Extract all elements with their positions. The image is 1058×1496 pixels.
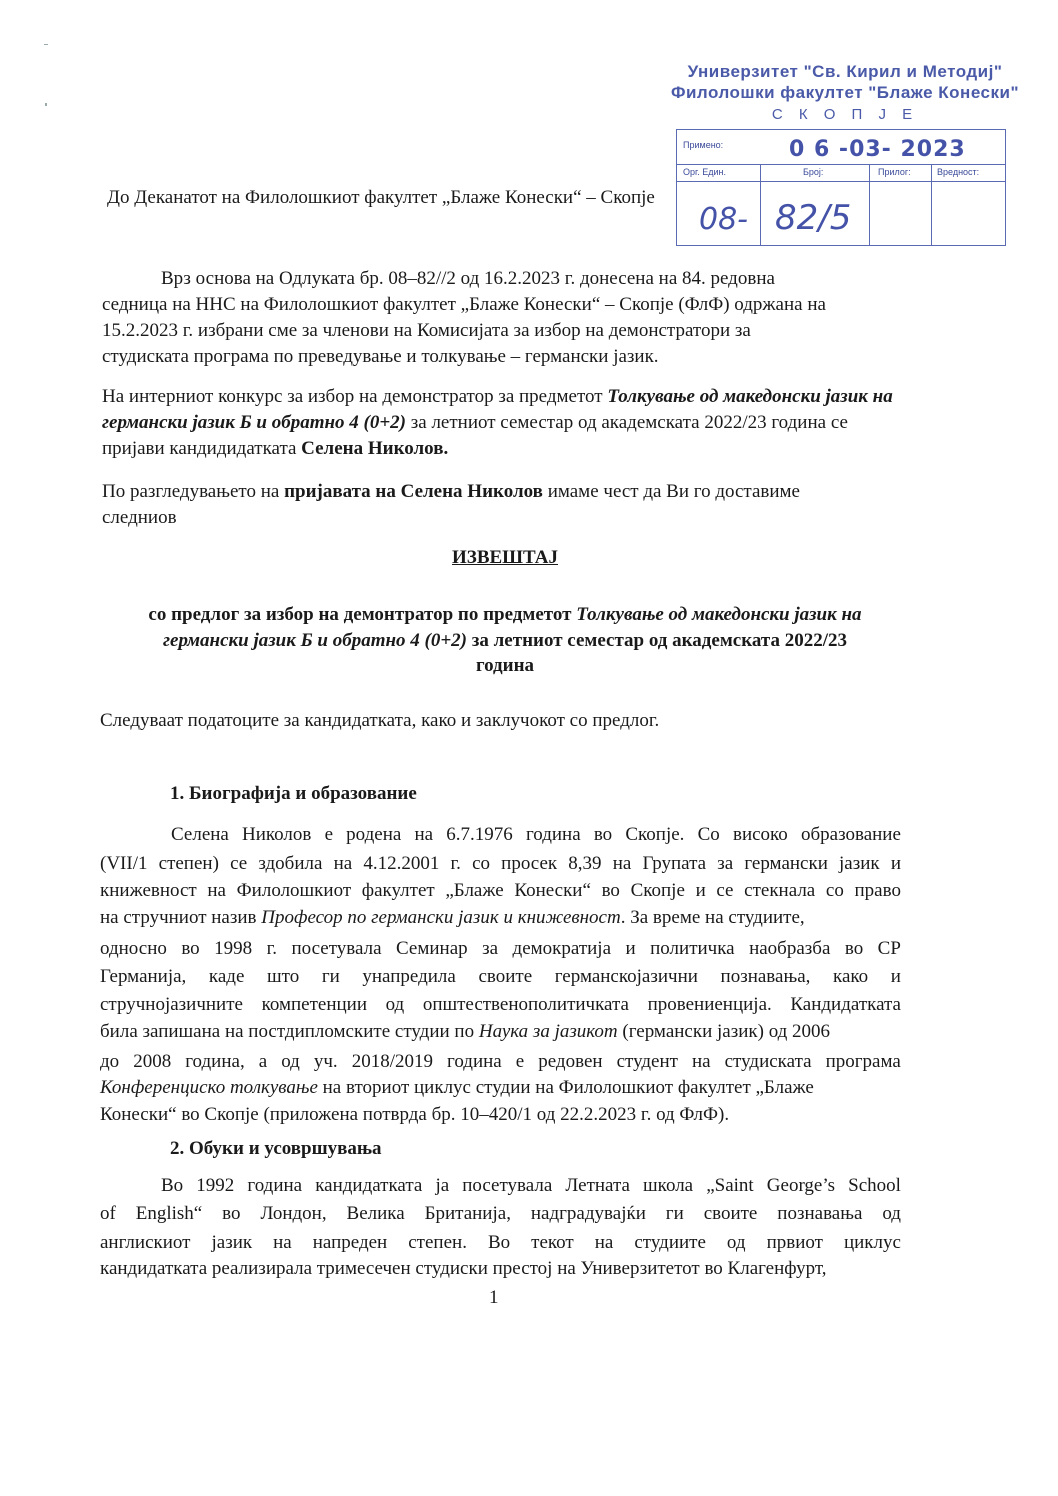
bio-line: на стручниот назив Професор по германски јазик и книжевност. За време на студиите, — [100, 907, 805, 928]
stamp-line-university: Универзитет "Св. Кирил и Методиј" — [687, 62, 1003, 81]
bio-line: Конференциско толкување на вториот циклус студии на Филолошкиот факултет „Блаже — [100, 1077, 814, 1098]
stamp-label-org: Орг. Един. — [683, 167, 726, 177]
bio-line: Селена Николов е родена на 6.7.1976 година во Скопје. Со високо образование — [171, 824, 901, 845]
intro-line: 15.2.2023 г. избрани сме за членови на Комисијата за избор на демонстратори за — [102, 320, 751, 341]
intro-line: студиската програма по преведување и толкување – германски јазик. — [102, 346, 659, 367]
stamp-label-value: Вредност: — [937, 167, 980, 177]
review-line: По разгледувањето на пријавата на Селена Николов имаме чест да Ви го доставиме — [102, 481, 800, 502]
training-line: кандидатката реализирала тримесечен студиски престој на Универзитетот во Клагенфурт, — [100, 1258, 827, 1279]
registry-stamp — [676, 129, 1006, 246]
training-line: англискиот јазик на напреден степен. Во текот на студиите од првиот циклус — [100, 1232, 901, 1253]
training-line: Во 1992 година кандидатката ја посетувала Летната школа „Saint George’s School — [161, 1175, 901, 1196]
stamp-label-number: Број: — [803, 167, 824, 177]
contest-line: На интерниот конкурс за избор на демонстратор за предметот Толкување од македонски јазик на — [102, 386, 893, 407]
bio-line: (VII/1 степен) се здобила на 4.12.2001 г. со просек 8,39 на Групата за германски јазик и — [100, 853, 901, 874]
bio-line: Конески“ во Скопје (приложена потврда бр. 10–420/1 од 22.2.2023 г. од ФлФ). — [100, 1104, 730, 1125]
bio-line: односно во 1998 г. посетувала Семинар за демократија и политичка наобразба во СР — [100, 938, 901, 959]
scan-speck — [45, 103, 47, 106]
course-title: германски јазик Б и обратно 4 (0+2) — [102, 412, 407, 433]
stamp-line-city: С К О П Ј Е — [771, 106, 919, 123]
intro-line: седница на ННС на Филолошкиот факултет „Блаже Конески“ – Скопје (ФлФ) одржана на — [102, 294, 826, 315]
stamp-label-attachment: Прилог: — [878, 167, 911, 177]
scan-speck — [44, 44, 48, 45]
page-number: 1 — [489, 1287, 499, 1308]
bio-line: Германија, каде што ги унапредила своите германскојазични познавања, како и — [100, 966, 901, 987]
report-subtitle-line: со предлог за избор на демонтратор по предметот Толкување од македонски јазик на — [148, 604, 862, 625]
section2-heading: 2. Обуки и усовршувања — [170, 1138, 382, 1159]
candidate-name: Селена Николов. — [301, 438, 449, 459]
stamp-line-faculty: Филолошки факултет "Блаже Конески" — [670, 83, 1020, 102]
bio-line: книжевност на Филолошкиот факултет „Блаже Конески“ во Скопје и се стекнала со право — [100, 880, 901, 901]
contest-line: пријави кандидидатката Селена Николов. — [102, 438, 449, 459]
contest-line: германски јазик Б и обратно 4 (0+2) за летниот семестар од академската 2022/23 година се — [102, 412, 848, 433]
report-subtitle-line: германски јазик Б и обратно 4 (0+2) за летниот семестар од академската 2022/23 — [163, 630, 847, 651]
training-line: of English“ во Лондон, Велика Британија, надградувајќи ги своите познавања од — [100, 1203, 901, 1224]
bio-line: стручнојазичните компетенции од општественополитичката провениенција. Кандидатката — [100, 994, 901, 1015]
review-line: следниов — [102, 507, 177, 528]
addressee: До Деканатот на Филолошкиот факултет „Блаже Конески“ – Скопје — [107, 187, 655, 208]
course-title: Толкување од македонски јазик на — [607, 386, 893, 407]
professional-title: Професор по германски јазик и книжевност — [261, 907, 621, 928]
intro-line: Врз основа на Одлуката бр. 08–82//2 од 16.2.2023 г. донесена на 84. редовна — [161, 268, 775, 289]
stamp-label-received: Примено: — [683, 140, 724, 150]
report-title: ИЗВЕШТАЈ — [452, 547, 558, 568]
stamp-handwritten-number: 82/5 — [775, 198, 852, 238]
report-subtitle-line: година — [475, 655, 535, 676]
section1-heading: 1. Биографија и образование — [170, 783, 417, 804]
stamp-handwritten-org: 08- — [699, 202, 748, 237]
bio-line: до 2008 година, а од уч. 2018/2019 година е редовен студент на студиската програма — [100, 1051, 901, 1072]
follows-sentence: Следуваат податоците за кандидатката, како и заклучокот со предлог. — [100, 710, 660, 731]
stamp-date: 0 6 -03- 2023 — [789, 137, 966, 162]
bio-line: била запишана на постдипломските студии по Наука за јазикот (германски јазик) од 2006 — [100, 1021, 831, 1042]
